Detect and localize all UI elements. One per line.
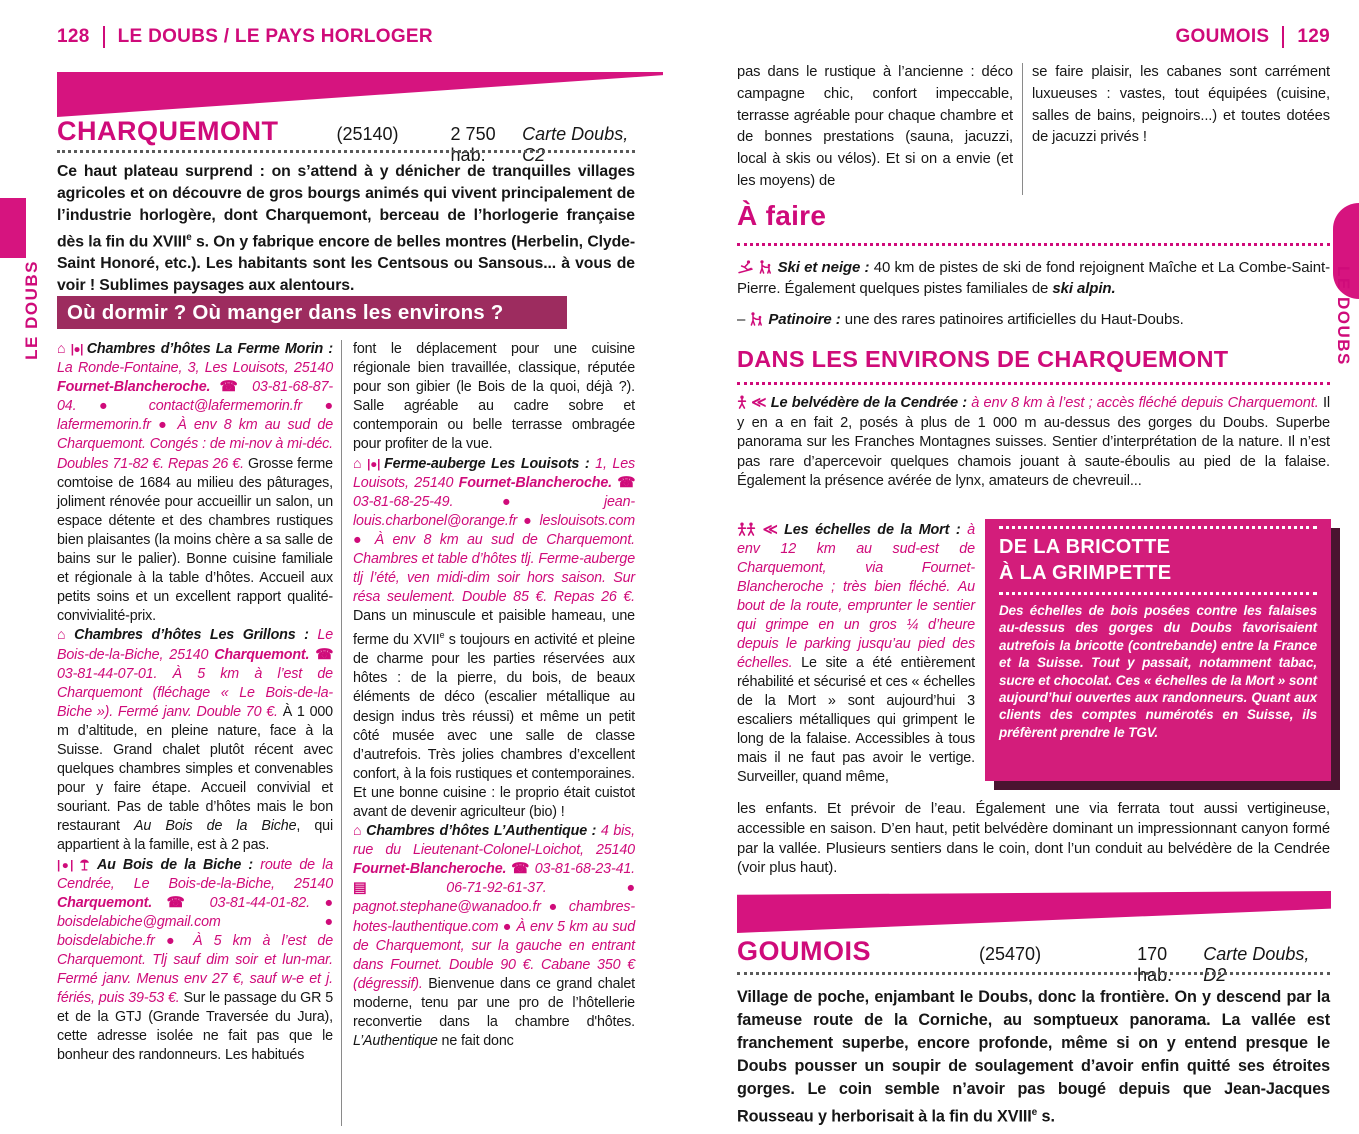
phone-icon: ☎ [219, 379, 243, 396]
two-hikers-icon [737, 522, 756, 538]
header-left [57, 26, 433, 48]
restaurant-icon: |●| [367, 457, 379, 471]
section-banner-ou-dormir: Où dormir ? Où manger dans les environs ? [57, 296, 567, 329]
phone-icon: ☎ [511, 861, 530, 878]
column-rule [341, 340, 342, 1126]
map-reference: Carte Doubs, C2 [522, 124, 629, 165]
mobile-phone-icon: ▤ [353, 880, 367, 897]
sight-echelles-continued: les enfants. Et prévoir de l’eau. Également une via ferrata tout aussi vertigineuse, accessible en saison. D’en haut, petit belvédère dominant un impressionnant canyon formé par la vallée. Plusieurs sentiers dans le coin, dont l’un conduit au belvédère de la Cendrée (voir plus haut). [737, 801, 1330, 877]
header-divider [1282, 26, 1284, 48]
sidebar-box-body: Des échelles de bois posées contre les falaises au-dessus des gorges du Doubs favorisaient autrefois la bricotte (contrebande) entre la France et la Suisse. Tout y passait, notamment tabac, sucre et chocolat. Ces « échelles de la Mort » sont aujourd’hui ouvertes aux randonneurs. Quant aux clients des comptes numérotés en Suisse, ils préfèrent prendre le TGV. [999, 603, 1317, 740]
dotted-rule [737, 382, 1330, 385]
dotted-rule [57, 150, 635, 153]
house-icon: ⌂ [353, 823, 362, 840]
continuation-column-1: pas dans le rustique à l’ancienne : déco campagne chic, confort impeccable, terrasse agréable pour chaque chambre et de bonnes prestations (sauna, jacuzzi, local à skis ou vélos). Et si on a envie (et les moyens) de [737, 64, 1013, 189]
activity-ski: Ski et neige : 40 km de pistes de ski de fond rejoignent Maîche et La Combe-Saint-Pierre. Également quelques pistes familiales de ski alpin. [737, 259, 1330, 297]
continuation-column-2: se faire plaisir, les cabanes sont carrément luxueuses : vastes, tout équipées (cuisine, salles de bains, peignoirs...) et toutes dotées de jacuzzi privés ! [1032, 64, 1330, 146]
restaurant-icon: |●| [57, 858, 72, 872]
terrace-icon [79, 857, 90, 873]
dotted-rule [737, 243, 1330, 246]
house-icon: ⌂ [57, 341, 66, 357]
skier-icon [737, 259, 754, 276]
signpost-icon: ≪ [751, 395, 767, 411]
sidebar-box-bricotte [985, 519, 1331, 781]
activity-patinoire: – Patinoire : une des rares patinoires artificielles du Haut-Doubs. [737, 311, 1184, 328]
population: 170 hab. [1137, 944, 1173, 985]
city-name: CHARQUEMONT [57, 116, 279, 146]
city-intro: Village de poche, enjambant le Doubs, donc la frontière. On y descend par la fameuse route de la Corniche, au somptueux panorama. La vallée est franchement superbe, encore profonde, même si on y entend presque le Doubs pousser un soupir de soulagement d’avoir enfin quitté ses étroites gorges. Le coin semble n’avoir pas bougé depuis que Jean-Jacques Rousseau y herborisait à la fin du XVIIIe s. [737, 988, 1330, 1126]
section-title-environs: DANS LES ENVIRONS DE CHARQUEMONT [737, 346, 1229, 372]
city-intro: Ce haut plateau surprend : on s’attend à y dénicher de tranquilles villages agricoles et on découvre de gros bourgs animés qui vivent principalement de l’industrie horlogère, dont Charquemont, berceau de l’horlogerie française dès la fin du XVIIIe s. On y fabrique encore de belles montres (Herbelin, Clyde-Saint Honoré, etc.). Les habitants sont les Centsous ou Sansous... à vous de voir ! Sublimes paysages aux alentours. [57, 163, 636, 295]
map-reference: Carte Doubs, D2 [1203, 944, 1310, 985]
sight-belvedere: ≪ Le belvédère de la Cendrée : à env 8 km à l’est ; accès fléché depuis Charquemont. Il y en a en fait 2, posés à plus de 1 000 m au-dessus des gorges du Doubs. Superbe panorama sur les Franches Montagnes suisses. Sentier d’interprétation de la nature. Il n’est pas rare d’apercevoir quelques chamois jouant à saute-éboulis au pied de la falaise. Également la présence avérée de lynx, amateurs de chevreuil... [737, 395, 1331, 490]
hiker-icon [737, 395, 747, 411]
postal-code: (25470) [979, 944, 1042, 964]
restaurant-icon: |●| [70, 343, 82, 356]
chapter-tab-left [0, 198, 26, 258]
chapter-title: LE DOUBS / LE PAYS HORLOGER [117, 26, 433, 47]
sidebar-box-title-line2: À LA GRIMPETTE [999, 562, 1172, 584]
city-title-row [737, 936, 1330, 986]
phone-icon: ☎ [315, 646, 333, 663]
city-banner-wedge [737, 891, 1331, 933]
house-icon: ⌂ [57, 627, 66, 644]
city-banner-wedge [57, 72, 663, 117]
column-rule [1022, 63, 1023, 195]
chapter-tab-right-label: LE DOUBS [1334, 266, 1353, 366]
phone-icon: ☎ [617, 474, 635, 491]
sight-echelles: ≪ Les échelles de la Mort : à env 12 km au sud-est de Charquemont, via Fournet-Blancheroche ; très bien fléché. Au bout de la route, emprunter le sentier qui grimpe en un gros ¼ d’heure depuis le parking jusqu’au pied des échelles. Le site a été entièrement réhabilité et sécurisé et ces « échelles de la Mort » sont aujourd’hui 3 escaliers métalliques qui grimpent le long de la falaise. Accessibles à tous mais il ne faut pas avoir le vertige. Surveiller, quand même, [737, 522, 975, 785]
city-title-row [57, 116, 635, 166]
population: 2 750 hab. [450, 124, 496, 165]
postal-code: (25140) [336, 124, 399, 144]
sidebar-box-title-line1: DE LA BRICOTTE [999, 536, 1171, 558]
dotted-rule [737, 972, 1330, 975]
header-right [1175, 26, 1330, 48]
section-title-a-faire: À faire [737, 200, 827, 231]
listings-column-2: font le déplacement pour une cuisine régionale bien travaillée, classique, réputée pour son gibier (le Bois de la quoi, déjà ?). Salle agréable au cadre sobre et contemporain ou belle terrasse ombragée pour profiter de la vue. ⌂ |●| Ferme-auberge Les Louisots : 1, Les Louisots, 25140 Fournet-Blancheroche. ☎ 03-81-68-25-49. ● jean-louis.charbonel@orange.fr ● leslouisots.com ● À env 8 km au sud de Charquemont. Chambres et table d’hôtes tlj. Ferme-auberge tlj l’été, ven midi-dim soir hors saison. Sur résa seulement. Double 85 €. Repas 26 €. Dans un minuscule et paisible hameau, une ferme du XVIIe s toujours en activité et pleine de charme pour les parties réservées aux hôtes : de la pierre, du bois, de beaux éléments de déco (escalier métallique au design indus très réussi) et même un petit côté musée avec une salle de classe d’autrefois. Très jolies chambres d’excellent confort, à la fois rustiques et contemporaines. Et une bonne cuisine : le proprio était cuistot avant de devenir agriculteur (bio) ! ⌂ Chambres d’hôtes L’Authentique : 4 bis, rue du Lieutenant-Colonel-Loichot, 25140 Fournet-Blancheroche. ☎ 03-81-68-23-41. ▤ 06-71-92-61-37. ● pagnot.stephane@wanadoo.fr ● chambres-hotes-lauthentique.com ● À env 5 km au sud de Charquemont, sur la gauche en entrant dans Fournet. Double 90 €. Cabane 350 € (dégressif). Bienvenue dans ce grand chalet moderne, tenu par une pro de l’hôtellerie reconvertie dans la chambre d'hôtes. L’Authentique ne fait donc [353, 341, 636, 1050]
listings-column-1: ⌂ |●| Chambres d’hôtes La Ferme Morin : La Ronde-Fontaine, 3, Les Louisots, 25140 Fournet-Blancheroche. ☎ 03-81-68-87-04. ● contact@lafermemorin.fr ● lafermemorin.fr ● À env 8 km au sud de Charquemont. Congés : de mi-nov à mi-déc. Doubles 71-82 €. Repas 26 €. Grosse ferme comtoise de 1684 au milieu des pâturages, joliment rénovée pour accueillir un salon, un espace détente et des chambres rustiques bien plaisantes (la moins chère a sa salle de bains sur le palier). Bonne cuisine familiale et régionale à la table d’hôtes. Accueil aux petits soins et un excellent rapport qualité-convivialité-prix. ⌂ Chambres d’hôtes Les Grillons : Le Bois-de-la-Biche, 25140 Charquemont. ☎ 03-81-44-07-01. À 5 km à l’est de Charquemont (fléchage « Le Bois-de-la-Biche »). Fermé janv. Double 70 €. À 1 000 m d’altitude, en pleine nature, face à la Suisse. Grand chalet plutôt récent avec quelques chambres simples et convenables pour y faire étape. Accueil convivial et souriant. Pas de table d’hôtes mais le bon restaurant Au Bois de la Biche, qui appartient à la famille, est à 2 pas. |●| Au Bois de la Biche : route de la Cendrée, Le Bois-de-la-Biche, 25140 Charquemont. ☎ 03-81-44-01-82. ● boisdelabiche@gmail.com ● boisdelabiche.fr ● À 5 km à l’est de Charquemont. Tlj sauf dim soir et lun-mar. Fermé janv. Menus env 27 €, sauf w-e et j. fériés, puis 39-53 €. Sur le passage du GR 5 et de la GTJ (Grande Traversée du Jura), cette adresse isolée ne fait pas que le bonheur des randonneurs. Les habitués [57, 341, 334, 1064]
page-number-left: 128 [57, 26, 90, 47]
house-icon: ⌂ [353, 455, 362, 472]
adult-child-icon [749, 311, 764, 328]
page-number-right: 129 [1297, 26, 1330, 47]
adult-child-icon [758, 259, 773, 276]
sidebar-box-title [999, 526, 1317, 595]
phone-icon: ☎ [166, 894, 196, 911]
running-head-right: GOUMOIS [1175, 26, 1270, 47]
signpost-icon: ≪ [762, 522, 778, 538]
header-divider [103, 26, 105, 48]
city-name: GOUMOIS [737, 936, 872, 966]
chapter-tab-left-label: LE DOUBS [22, 260, 41, 360]
